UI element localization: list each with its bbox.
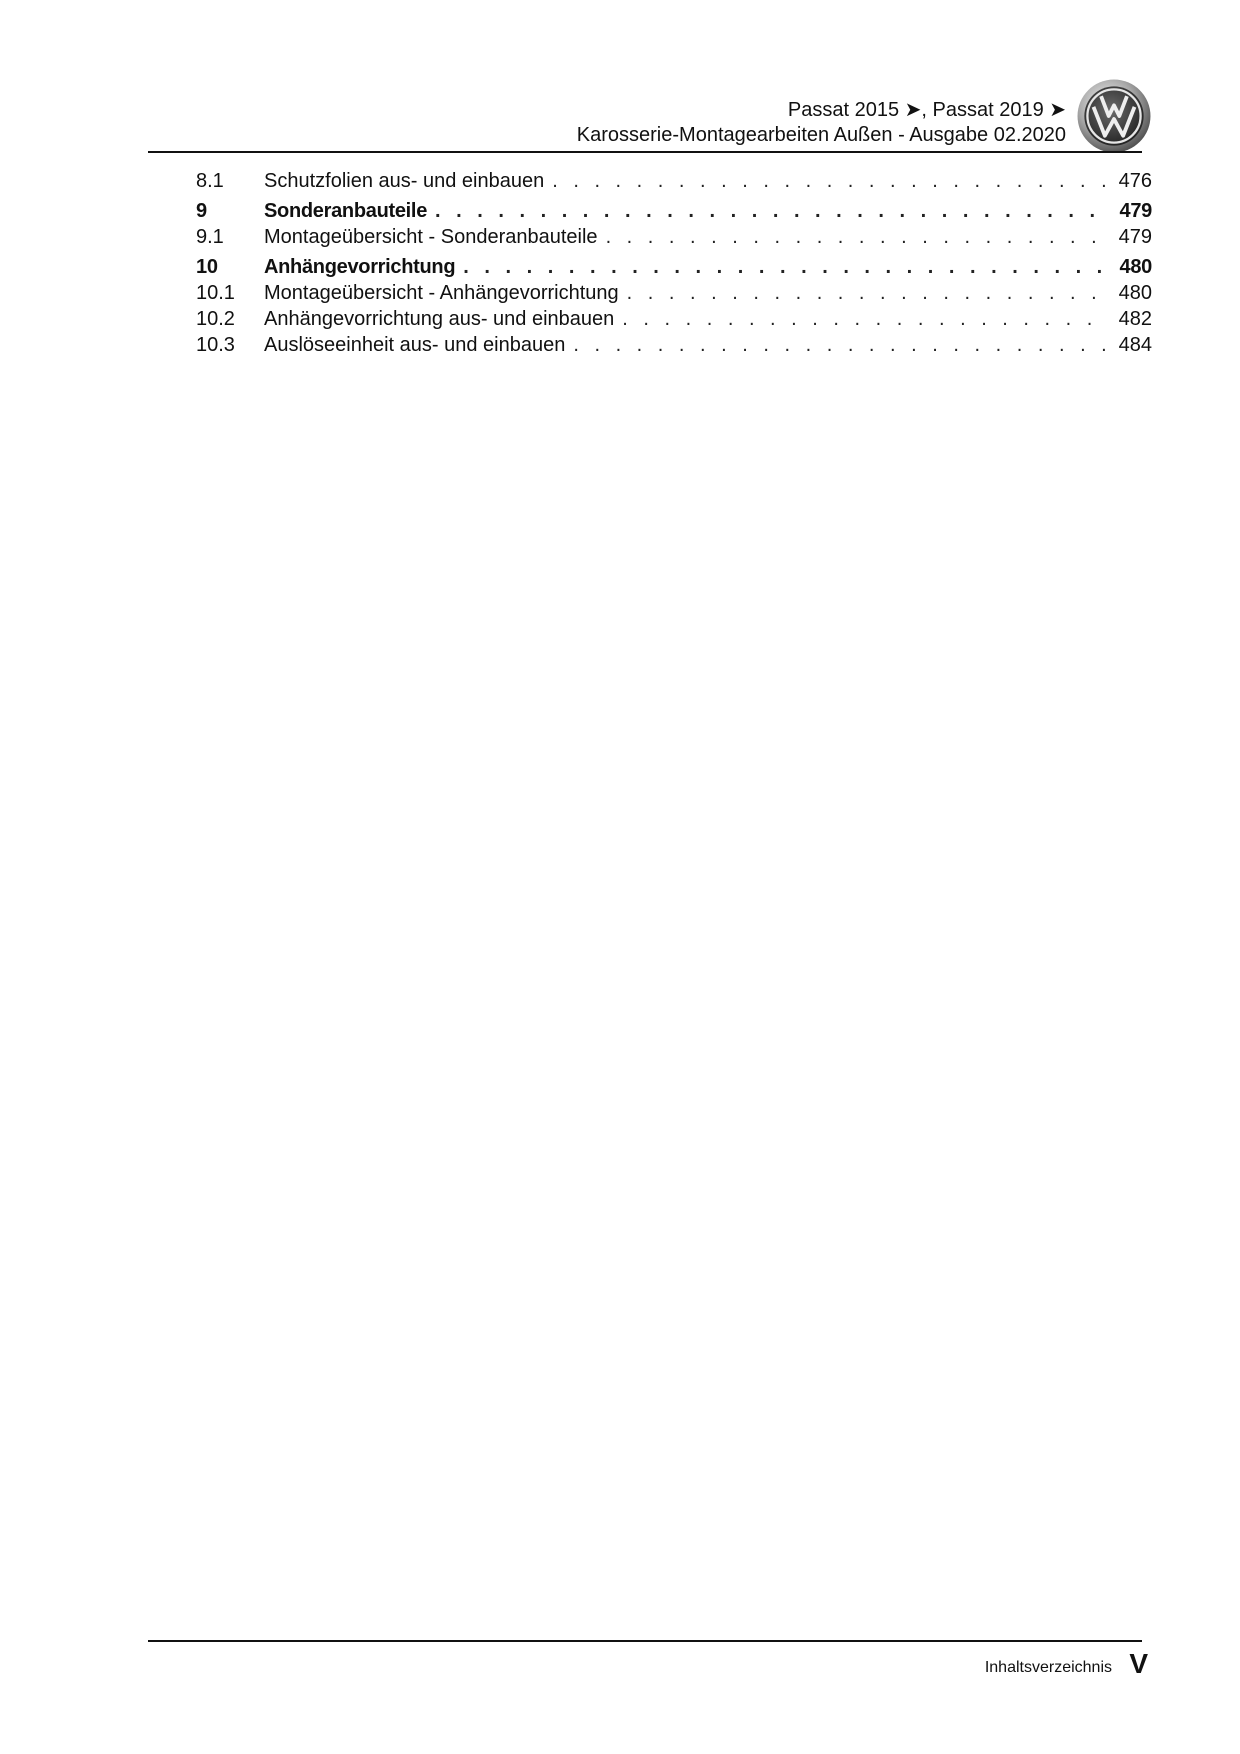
toc-entry-title: Schutzfolien aus- und einbauen <box>264 170 545 192</box>
footer-section-label: Inhaltsverzeichnis <box>984 1659 1112 1676</box>
document-header <box>577 98 1066 148</box>
header-rule <box>148 151 1142 153</box>
toc-entry-title: Anhängevorrichtung <box>264 256 456 278</box>
toc-entry-number: 9.1 <box>196 226 224 248</box>
toc-entry-title: Montageübersicht - Sonderanbauteile <box>264 226 598 248</box>
footer-page-number: V <box>1129 1648 1148 1679</box>
toc-entry-title: Sonderanbauteile <box>264 200 428 222</box>
header-model-line: Passat 2015 ➤, Passat 2019 ➤ <box>787 99 1066 121</box>
toc-dot-leader <box>622 306 1108 332</box>
toc-entry[interactable] <box>196 306 1152 332</box>
toc-entry-number: 10.3 <box>196 334 235 356</box>
toc-entry-page: 479 <box>1119 200 1152 222</box>
toc-dot-leader <box>552 168 1108 194</box>
toc-dot-leader <box>606 224 1108 250</box>
toc-entry[interactable] <box>196 198 1152 224</box>
table-of-contents <box>196 168 1152 358</box>
footer-rule <box>148 1640 1142 1642</box>
toc-entry-number: 9 <box>196 200 207 222</box>
toc-entry[interactable] <box>196 332 1152 358</box>
header-title-line: Karosserie-Montagearbeiten Außen - Ausgabe 02.2020 <box>576 124 1066 146</box>
toc-entry-title: Montageübersicht - Anhängevorrichtung <box>264 282 619 304</box>
toc-dot-leader <box>627 280 1108 306</box>
toc-dot-leader <box>435 198 1108 224</box>
toc-entry-number: 10 <box>196 256 218 278</box>
toc-entry[interactable] <box>196 280 1152 306</box>
toc-entry[interactable] <box>196 168 1152 194</box>
toc-dot-leader <box>463 254 1108 280</box>
toc-entry-number: 10.1 <box>196 282 235 304</box>
toc-entry-title: Auslöseeinheit aus- und einbauen <box>264 334 566 356</box>
toc-dot-leader <box>573 332 1108 358</box>
toc-entry-page: 482 <box>1118 308 1152 330</box>
toc-entry[interactable] <box>196 224 1152 250</box>
toc-entry-page: 480 <box>1119 256 1152 278</box>
toc-entry-number: 10.2 <box>196 308 235 330</box>
toc-entry-number: 8.1 <box>196 170 224 192</box>
toc-entry[interactable] <box>196 254 1152 280</box>
vw-logo-icon <box>1076 78 1152 154</box>
toc-entry-title: Anhängevorrichtung aus- und einbauen <box>264 308 615 330</box>
toc-entry-page: 479 <box>1118 226 1152 248</box>
toc-entry-page: 476 <box>1118 170 1152 192</box>
toc-entry-page: 480 <box>1118 282 1152 304</box>
toc-entry-page: 484 <box>1118 334 1152 356</box>
